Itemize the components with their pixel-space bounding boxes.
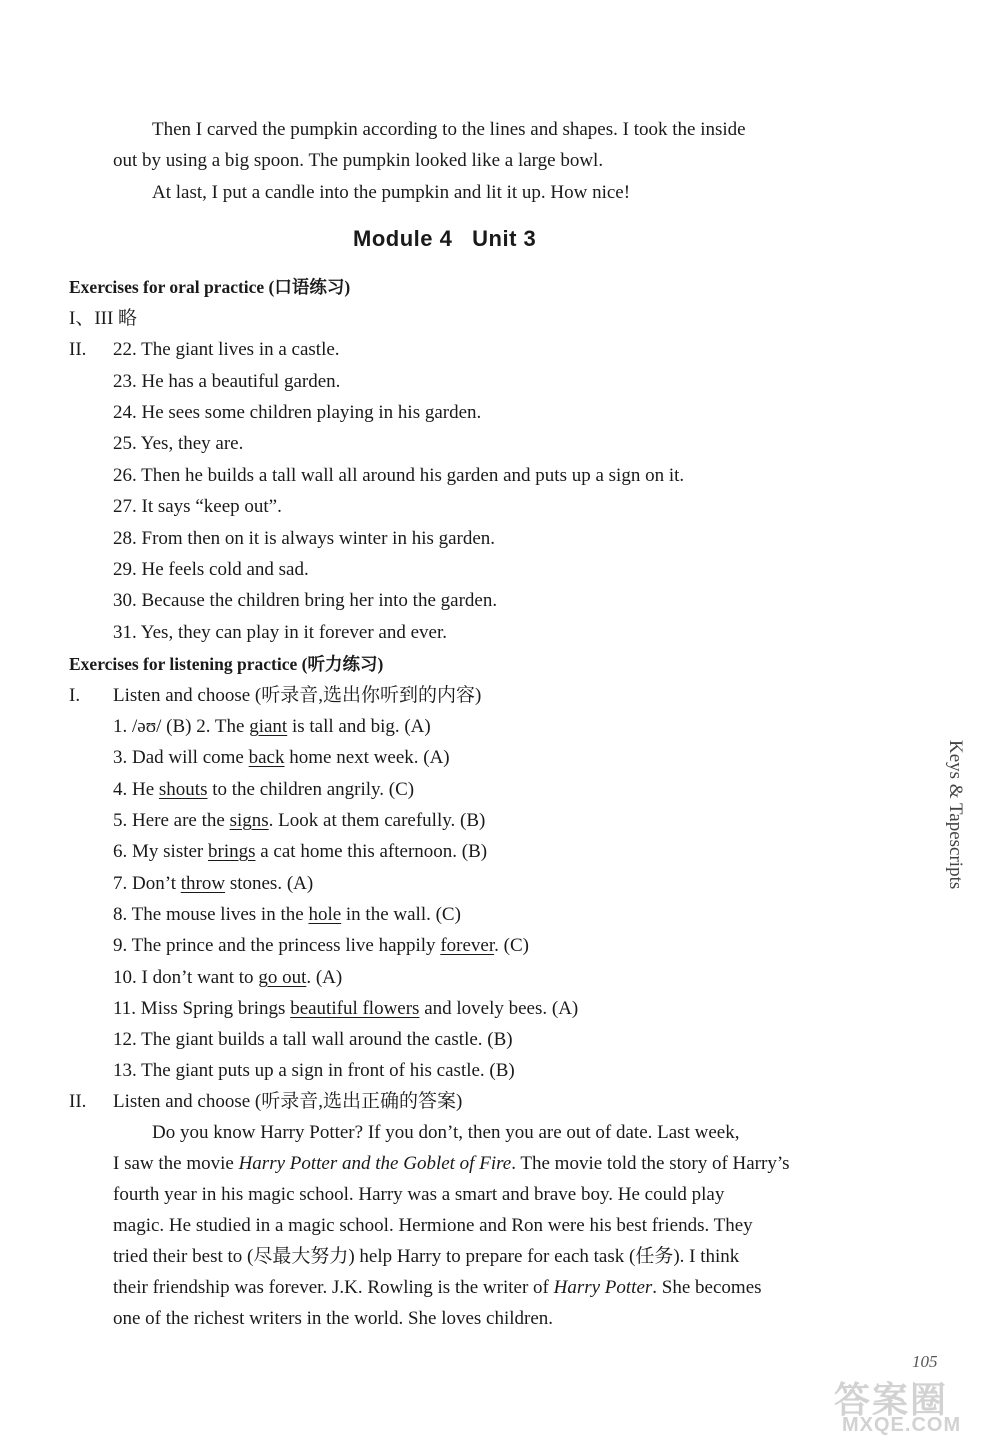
passage-line-6 — [113, 1276, 762, 1300]
underlined-word: hole — [308, 904, 342, 925]
module-title: Module 4 Unit 3 — [353, 226, 537, 251]
oral-answer-26: 26. Then he builds a tall wall all around his garden and puts up a sign on it. — [113, 465, 685, 486]
listening-answer-10 — [113, 966, 342, 990]
listening-section-ii-title: Listen and choose (听录音,选出正确的答案) — [113, 1091, 463, 1112]
listening-answer-9 — [113, 934, 529, 958]
passage-line-4: magic. He studied in a magic school. Hermione and Ron were his best friends. They — [113, 1215, 753, 1236]
text: 3. Dad will come — [113, 747, 249, 768]
oral-answer-29: 29. He feels cold and sad. — [113, 559, 309, 580]
text: 6. My sister — [113, 841, 208, 862]
listening-answer-3 — [113, 746, 450, 770]
text: home next week. (A) — [284, 747, 450, 768]
text: 4. He — [113, 779, 159, 800]
listening-section-i-title: Listen and choose (听录音,选出你听到的内容) — [113, 685, 482, 706]
text: 10. I don’t want to — [113, 967, 259, 988]
text: is tall and big. (A) — [287, 716, 431, 737]
text: 11. Miss Spring brings — [113, 998, 291, 1019]
oral-answer-31: 31. Yes, they can play in it forever and ever. — [113, 622, 447, 643]
underlined-word: giant — [249, 716, 288, 737]
watermark-logo — [830, 1372, 992, 1442]
oral-answer-23: 23. He has a beautiful garden. — [113, 371, 341, 392]
text: and lovely bees. (A) — [419, 998, 579, 1019]
text: their friendship was forever. J.K. Rowling is the writer of — [113, 1277, 554, 1298]
text: . (C) — [494, 935, 529, 956]
intro-paragraph-1-line-2: out by using a big spoon. The pumpkin looked like a large bowl. — [113, 150, 604, 171]
text: 5. Here are the — [113, 810, 230, 831]
listening-section-ii-label: II. — [69, 1091, 87, 1112]
listening-practice-heading: Exercises for listening practice (听力练习) — [69, 654, 384, 674]
oral-practice-heading: Exercises for oral practice (口语练习) — [69, 277, 351, 297]
oral-answer-25: 25. Yes, they are. — [113, 433, 244, 454]
underlined-word: throw — [180, 873, 226, 894]
intro-paragraph-1-line-1: Then I carved the pumpkin according to the lines and shapes. I took the inside — [152, 119, 746, 140]
text: in the wall. (C) — [341, 904, 461, 925]
underlined-word: go out — [258, 967, 307, 988]
underlined-word: forever — [440, 935, 495, 956]
passage-line-1: Do you know Harry Potter? If you don’t, then you are out of date. Last week, — [152, 1122, 740, 1143]
text: to the children angrily. (C) — [207, 779, 415, 800]
listening-answer-7 — [113, 872, 313, 896]
listening-answer-4 — [113, 778, 414, 802]
listening-section-i-label: I. — [69, 685, 81, 706]
text: . The movie told the story of Harry’s — [511, 1153, 790, 1174]
text: . She becomes — [652, 1277, 762, 1298]
text: . (A) — [306, 967, 343, 988]
listening-answer-12: 12. The giant builds a tall wall around the castle. (B) — [113, 1029, 513, 1050]
oral-answer-30: 30. Because the children bring her into the garden. — [113, 590, 498, 611]
underlined-word: shouts — [158, 779, 208, 800]
watermark-bottom-text: MXQE.COM — [842, 1414, 962, 1436]
listening-answer-8 — [113, 903, 461, 927]
oral-section-ii-label: II. — [69, 339, 87, 360]
text: 8. The mouse lives in the — [113, 904, 309, 925]
passage-line-3: fourth year in his magic school. Harry was a smart and brave boy. He could play — [113, 1184, 725, 1205]
oral-answer-24: 24. He sees some children playing in his garden. — [113, 402, 482, 423]
movie-title: Harry Potter and the Goblet of Fire — [238, 1153, 512, 1174]
text: 7. Don’t — [113, 873, 181, 894]
listening-answer-1-2 — [113, 715, 431, 739]
underlined-word: beautiful flowers — [290, 998, 420, 1019]
listening-answer-11 — [113, 997, 578, 1021]
passage-line-5: tried their best to (尽最大努力) help Harry to prepare for each task (任务). I think — [113, 1246, 740, 1267]
oral-answer-22: 22. The giant lives in a castle. — [113, 339, 340, 360]
intro-paragraph-2: At last, I put a candle into the pumpkin and lit it up. How nice! — [152, 182, 631, 203]
text: 9. The prince and the princess live happily — [113, 935, 441, 956]
oral-answer-28: 28. From then on it is always winter in his garden. — [113, 528, 496, 549]
side-section-label: Keys & Tapescripts — [945, 740, 966, 890]
passage-line-2 — [113, 1152, 790, 1176]
page-number: 105 — [912, 1352, 938, 1371]
listening-answer-5 — [113, 809, 485, 833]
oral-note: I、III 略 — [69, 308, 138, 329]
underlined-word: signs — [229, 810, 269, 831]
text: a cat home this afternoon. (B) — [255, 841, 488, 862]
text: . Look at them carefully. (B) — [268, 810, 486, 831]
text: 1. /əʊ/ (B) 2. The — [113, 716, 250, 737]
text: I saw the movie — [113, 1153, 239, 1174]
oral-answer-27: 27. It says “keep out”. — [113, 496, 282, 517]
listening-answer-6 — [113, 840, 487, 864]
underlined-word: brings — [208, 841, 256, 862]
text: stones. (A) — [225, 873, 314, 894]
passage-line-7: one of the richest writers in the world. She loves children. — [113, 1308, 554, 1329]
underlined-word: back — [248, 747, 285, 768]
watermark-top-text: 答案圈 — [834, 1379, 949, 1420]
listening-answer-13: 13. The giant puts up a sign in front of his castle. (B) — [113, 1060, 515, 1081]
book-title: Harry Potter — [553, 1277, 653, 1298]
